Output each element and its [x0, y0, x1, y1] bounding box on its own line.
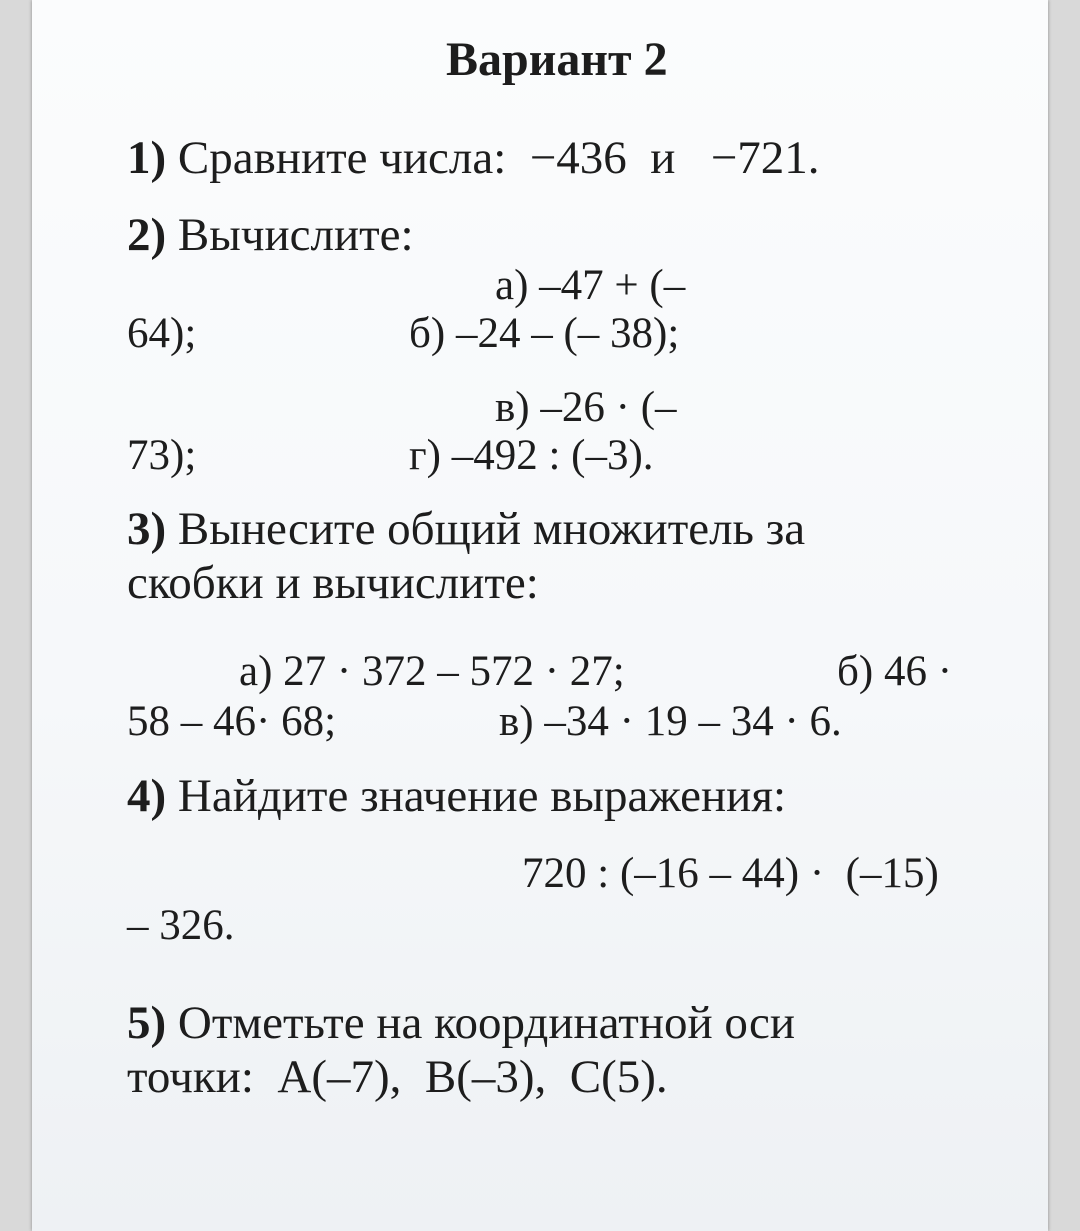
- task-3-number: 3): [127, 503, 167, 555]
- task-2c-tail: 73);: [127, 432, 197, 479]
- task-2b: б) –24 – (– 38);: [409, 310, 680, 357]
- task-2d: г) –492 : (–3).: [409, 432, 654, 479]
- task-2-text: Вычислите:: [177, 209, 414, 261]
- task-1-number: 1): [127, 132, 167, 184]
- task-4: [127, 770, 787, 822]
- task-3a: а) 27 · 372 – 572 · 27;: [239, 648, 625, 695]
- task-4-expression-tail: – 326.: [127, 902, 235, 949]
- task-4-text: Найдите значение выражения:: [177, 770, 787, 822]
- task-5-text-line1: Отметьте на координатной оси: [177, 997, 796, 1049]
- task-3-text-line2: скобки и вычислите:: [127, 557, 539, 609]
- task-5: [127, 997, 796, 1049]
- task-3b-tail: 58 – 46· 68;: [127, 698, 337, 745]
- task-4-expression-head: 720 : (–16 – 44) · (–15): [522, 850, 939, 897]
- task-1-text: Сравните числа: −436 и −721.: [177, 132, 820, 184]
- task-4-number: 4): [127, 770, 167, 822]
- task-2c-head: в) –26 · (–: [495, 384, 677, 431]
- task-2: [127, 209, 414, 261]
- task-5-number: 5): [127, 997, 167, 1049]
- task-5-text-line2: точки: А(–7), В(–3), С(5).: [127, 1051, 668, 1103]
- task-3: [127, 503, 806, 555]
- task-3c: в) –34 · 19 – 34 · 6.: [499, 698, 842, 745]
- task-3b-head: б) 46 ·: [837, 648, 953, 695]
- worksheet-title: Вариант 2: [446, 33, 668, 86]
- task-2-number: 2): [127, 209, 167, 261]
- task-3-text-line1: Вынесите общий множитель за: [177, 503, 806, 555]
- task-2a-head: а) –47 + (–: [495, 262, 686, 309]
- worksheet-page: [32, 0, 1048, 1231]
- task-1: [127, 132, 820, 184]
- task-2a-tail: 64);: [127, 310, 197, 357]
